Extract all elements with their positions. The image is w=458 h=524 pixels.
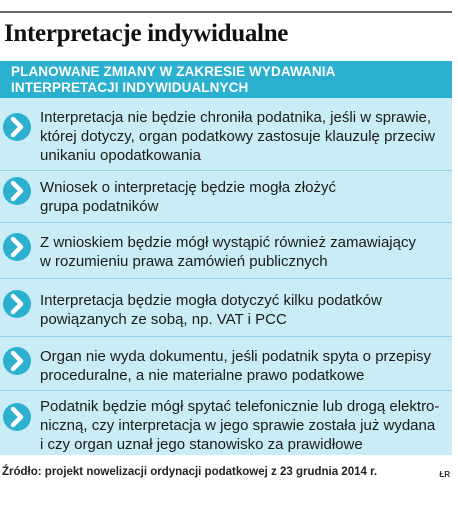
banner-line-1: PLANOWANE ZMIANY W ZAKRESIE WYDAWANIA	[11, 64, 336, 79]
item-text	[40, 291, 448, 329]
arrow-right-icon	[2, 346, 32, 376]
changes-list	[0, 98, 452, 455]
item-line: i czy organ uznał jego stanowisko za prawidłowe	[40, 436, 363, 453]
item-line: grupa podatników	[40, 198, 159, 215]
author-signature: ŁR	[439, 470, 450, 479]
banner-line-2: INTERPRETACJI INDYWIDUALNYCH	[11, 80, 249, 95]
item-line: powiązanych ze sobą, np. VAT i PCC	[40, 311, 287, 328]
item-text	[40, 347, 448, 385]
item-line: Interpretacja nie będzie chroniła podatnika, jeśli w sprawie,	[40, 109, 432, 126]
divider	[0, 222, 452, 223]
item-line: unikaniu opodatkowania	[40, 147, 201, 164]
item-text	[40, 397, 448, 454]
item-text	[40, 178, 448, 216]
item-line: Interpretacja będzie mogła dotyczyć kilku podatków	[40, 292, 382, 309]
item-line: proceduralne, a nie materialne prawo podatkowe	[40, 367, 365, 384]
item-line: Z wnioskiem będzie mógł wystąpić również zamawiający	[40, 234, 416, 251]
item-line: w rozumieniu prawa zamówień publicznych	[40, 253, 328, 270]
page-title: Interpretacje indywidualne	[4, 20, 289, 47]
arrow-right-icon	[2, 176, 32, 206]
item-text	[40, 108, 448, 165]
section-banner	[0, 61, 452, 98]
item-line: której dotyczy, organ podatkowy zastosuje klauzulę przeciw	[40, 128, 435, 145]
divider	[0, 390, 452, 391]
item-text	[40, 233, 448, 271]
top-rule	[0, 11, 452, 13]
arrow-right-icon	[2, 232, 32, 262]
item-line: niczną, czy interpretacja w jego sprawie została już wydana	[40, 417, 436, 434]
arrow-right-icon	[2, 289, 32, 319]
arrow-right-icon	[2, 112, 32, 142]
item-line: Wniosek o interpretację będzie mogła złożyć	[40, 179, 336, 196]
divider	[0, 278, 452, 279]
divider	[0, 170, 452, 171]
arrow-right-icon	[2, 402, 32, 432]
item-line: Organ nie wyda dokumentu, jeśli podatnik spyta o przepisy	[40, 348, 432, 365]
divider	[0, 336, 452, 337]
source-note: Źródło: projekt nowelizacji ordynacji podatkowej z 23 grudnia 2014 r.	[2, 466, 378, 478]
item-line: Podatnik będzie mógł spytać telefonicznie lub drogą elektro-	[40, 398, 440, 415]
